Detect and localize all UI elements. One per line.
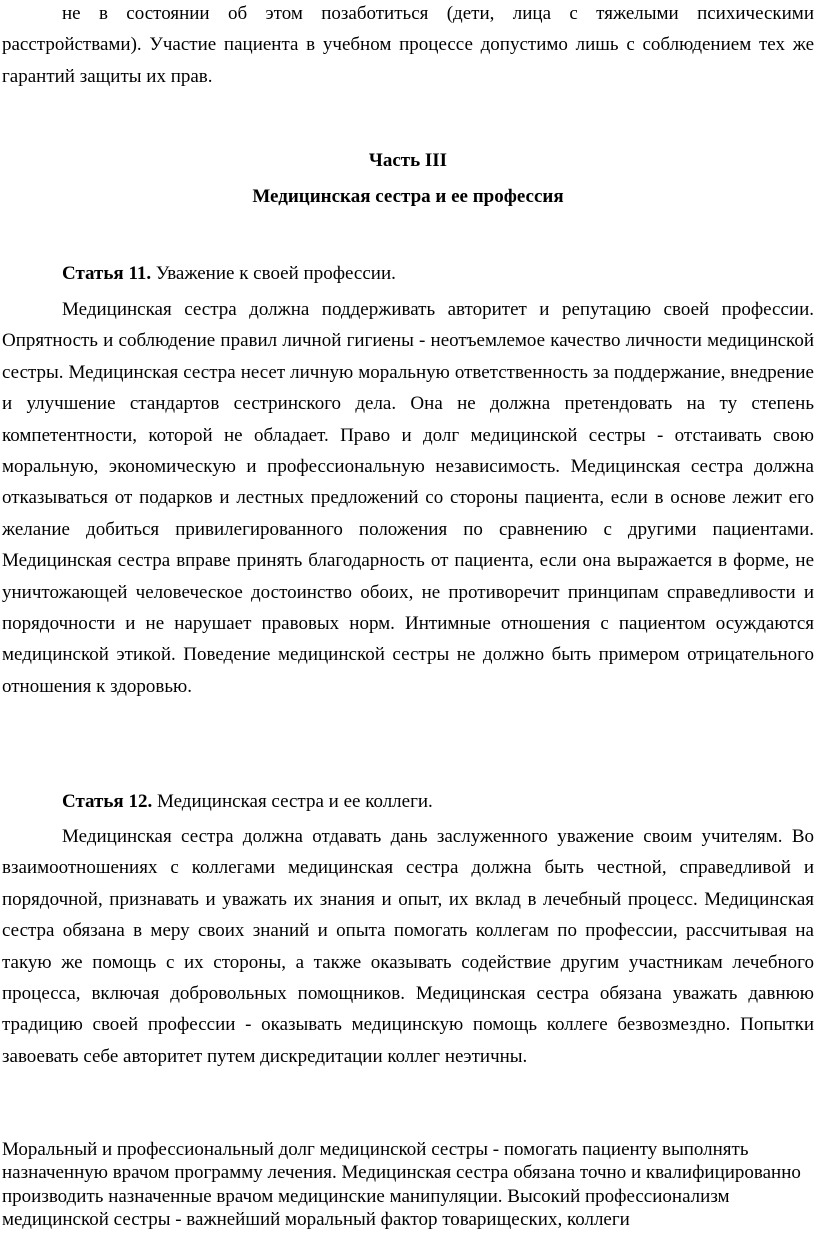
part-title: Медицинская сестра и ее профессия xyxy=(252,186,564,207)
part-number: Часть III xyxy=(368,150,448,171)
article-11-body: Медицинская сестра должна поддерживать авторитет и репутацию своей профессии. Опрятность и соблюдение правил личной гигиены - неотъемлемое качество личности медицинской сестры. Медицинская сестра несет личную моральную ответственность за поддержание, внедрение и улучшение стандартов сестринского дела. Она не должна претендовать на ту степень компетентности, которой не обладает. Право и долг медицинской сестры - отстаивать свою моральную, экономическую и профессиональную независимость. Медицинская сестра должна отказываться от подарков и лестных предложений со стороны пациента, если в основе лежит его желание добиться привилегированного положения по сравнению с другими пациентами. Медицинская сестра вправе принять благодарность от пациента, если она выражается в форме, не уничтожающей человеческое достоинство обоих, не противоречит принципам справедливости и порядочности и не нарушает правовых норм. Интимные отношения с пациентом осуждаются медицинской этикой. Поведение медицинской сестры не должно быть примером отрицательного отношения к здоровью. xyxy=(2,299,814,697)
article-11-label: Статья 11. xyxy=(62,263,152,284)
closing-paragraph: Моральный и профессиональный долг медицинской сестры - помогать пациенту выполнять назначенную врачом программу лечения. Медицинская сестра обязана точно и квалифицированно производить назначенные врачом медицинские манипуляции. Высокий профессионализм медицинской сестры - важнейший моральный фактор товарищеских, коллеги xyxy=(2,1139,801,1231)
article-11-title: Уважение к своей профессии. xyxy=(151,263,396,284)
article-12-heading xyxy=(62,786,433,817)
article-12-body: Медицинская сестра должна отдавать дань заслуженного уважение своим учителям. Во взаимоотношениях с коллегами медицинская сестра должна быть честной, справедливой и порядочной, признавать и уважать их знания и опыт, их вклад в лечебный процесс. Медицинская сестра обязана в меру своих знаний и опыта помогать коллегам по профессии, рассчитывая на такую же помощь с их стороны, а также оказывать содействие другим участникам лечебного процесса, включая добровольных помощников. Медицинская сестра обязана уважать давнюю традицию своей профессии - оказывать медицинскую помощь коллеге безвозмездно. Попытки завоевать себе авторитет путем дискредитации коллег неэтичны. xyxy=(2,826,814,1067)
intro-paragraph: не в состоянии об этом позаботиться (дети, лица с тяжелыми психическими расстройствами). Участие пациента в учебном процессе допустимо лишь с соблюдением тех же гарантий защиты их прав. xyxy=(2,3,814,87)
article-12-label: Статья 12. xyxy=(62,791,153,812)
article-11-heading xyxy=(62,258,396,289)
article-12-title: Медицинская сестра и ее коллеги. xyxy=(152,791,433,812)
